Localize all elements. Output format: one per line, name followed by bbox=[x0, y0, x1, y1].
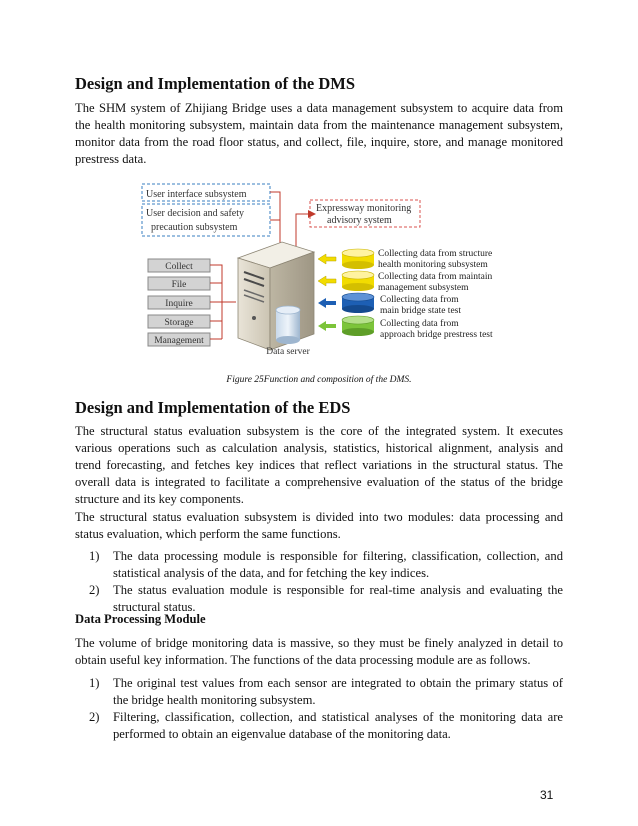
source-prestress bbox=[342, 316, 374, 336]
source-maintain-label-2: management subsystem bbox=[378, 283, 469, 293]
eds-paragraph-2: The structural status evaluation subsystem is divided into two modules: data processing and status evaluation, which perform the same functions. bbox=[75, 510, 563, 541]
dms-diagram bbox=[0, 178, 638, 368]
list-item-number: 1) bbox=[89, 676, 100, 690]
decision-label-1: User decision and safety bbox=[146, 208, 245, 219]
source-maintain bbox=[342, 271, 374, 291]
source-main-bridge-label-1: Collecting data from bbox=[380, 295, 459, 305]
figure-caption: Figure 25Function and composition of the DMS. bbox=[226, 375, 412, 385]
source-main-bridge bbox=[342, 293, 374, 313]
source-main-bridge-label-2: main bridge state test bbox=[380, 306, 461, 316]
list-item-text: The status evaluation module is responsible for real-time analysis and evaluating the structural status. bbox=[113, 583, 563, 614]
list-item bbox=[75, 709, 563, 742]
data-processing-heading: Data Processing Module bbox=[75, 612, 206, 626]
eds-heading: Design and Implementation of the EDS bbox=[75, 398, 351, 417]
function-list bbox=[148, 259, 236, 346]
eds-paragraph-1: The structural status evaluation subsystem is the core of the integrated system. It executes various operations such as calculation analysis, statistics, historical alignment, analysis and trend forecasting, and fetches key indices that reflect variations in the structural status. The overall data is integrated to facilitate a comprehensive evaluation of the status of the bridge structure and its key components. bbox=[75, 424, 563, 506]
eds-module-list bbox=[75, 548, 563, 616]
function-management: Management bbox=[154, 336, 204, 346]
data-processing-list bbox=[75, 675, 563, 743]
list-item-number: 2) bbox=[89, 583, 100, 597]
list-item-text: Filtering, classification, collection, and statistical analyses of the monitoring data are performed to obtain an eigenvalue database of the monitoring data. bbox=[113, 710, 563, 741]
list-item bbox=[75, 548, 563, 581]
list-item-number: 1) bbox=[89, 549, 100, 563]
source-prestress-label-2: approach bridge prestress test bbox=[380, 330, 493, 340]
list-item-text: The original test values from each sensor are integrated to obtain the primary status of the bridge health monitoring subsystem. bbox=[113, 676, 563, 707]
decision-label-2: precaution subsystem bbox=[151, 222, 238, 233]
source-structure-label-1: Collecting data from structure bbox=[378, 249, 493, 259]
function-collect: Collect bbox=[165, 262, 193, 272]
source-structure bbox=[342, 249, 374, 269]
function-inquire: Inquire bbox=[165, 299, 193, 309]
advisory-label-2: advisory system bbox=[327, 215, 392, 226]
dms-heading: Design and Implementation of the DMS bbox=[75, 74, 356, 93]
advisory-label-1: Expressway monitoring bbox=[316, 203, 412, 214]
dms-paragraph: The SHM system of Zhijiang Bridge uses a data management subsystem to acquire data from the health monitoring subsystem, maintain data from the maintenance management subsystem, monitor data from the road floor status, and collect, file, inquire, store, and manage monitored prestress data. bbox=[75, 101, 563, 166]
function-file: File bbox=[171, 280, 187, 290]
list-item bbox=[75, 582, 563, 615]
arrow-maintain bbox=[318, 276, 336, 286]
page-number: 31 bbox=[540, 788, 554, 802]
function-storage: Storage bbox=[164, 318, 194, 328]
list-item bbox=[75, 675, 563, 708]
source-prestress-label-1: Collecting data from bbox=[380, 319, 459, 329]
arrow-prestress bbox=[318, 321, 336, 331]
server-label: Data server bbox=[266, 347, 310, 357]
list-item-text: The data processing module is responsible for filtering, classification, collection, and statistical analysis of the data, and for fetching the key indices. bbox=[113, 549, 563, 580]
data-processing-paragraph: The volume of bridge monitoring data is massive, so they must be finely analyzed in detail to obtain useful key information. The functions of the data processing module are as follows. bbox=[75, 636, 563, 667]
user-interface-label: User interface subsystem bbox=[146, 189, 247, 200]
list-item-number: 2) bbox=[89, 710, 100, 724]
source-structure-label-2: health monitoring subsystem bbox=[378, 260, 488, 270]
arrow-main-bridge bbox=[318, 298, 336, 308]
data-server bbox=[238, 242, 314, 357]
arrow-structure bbox=[318, 254, 336, 264]
source-maintain-label-1: Collecting data from maintain bbox=[378, 272, 493, 282]
